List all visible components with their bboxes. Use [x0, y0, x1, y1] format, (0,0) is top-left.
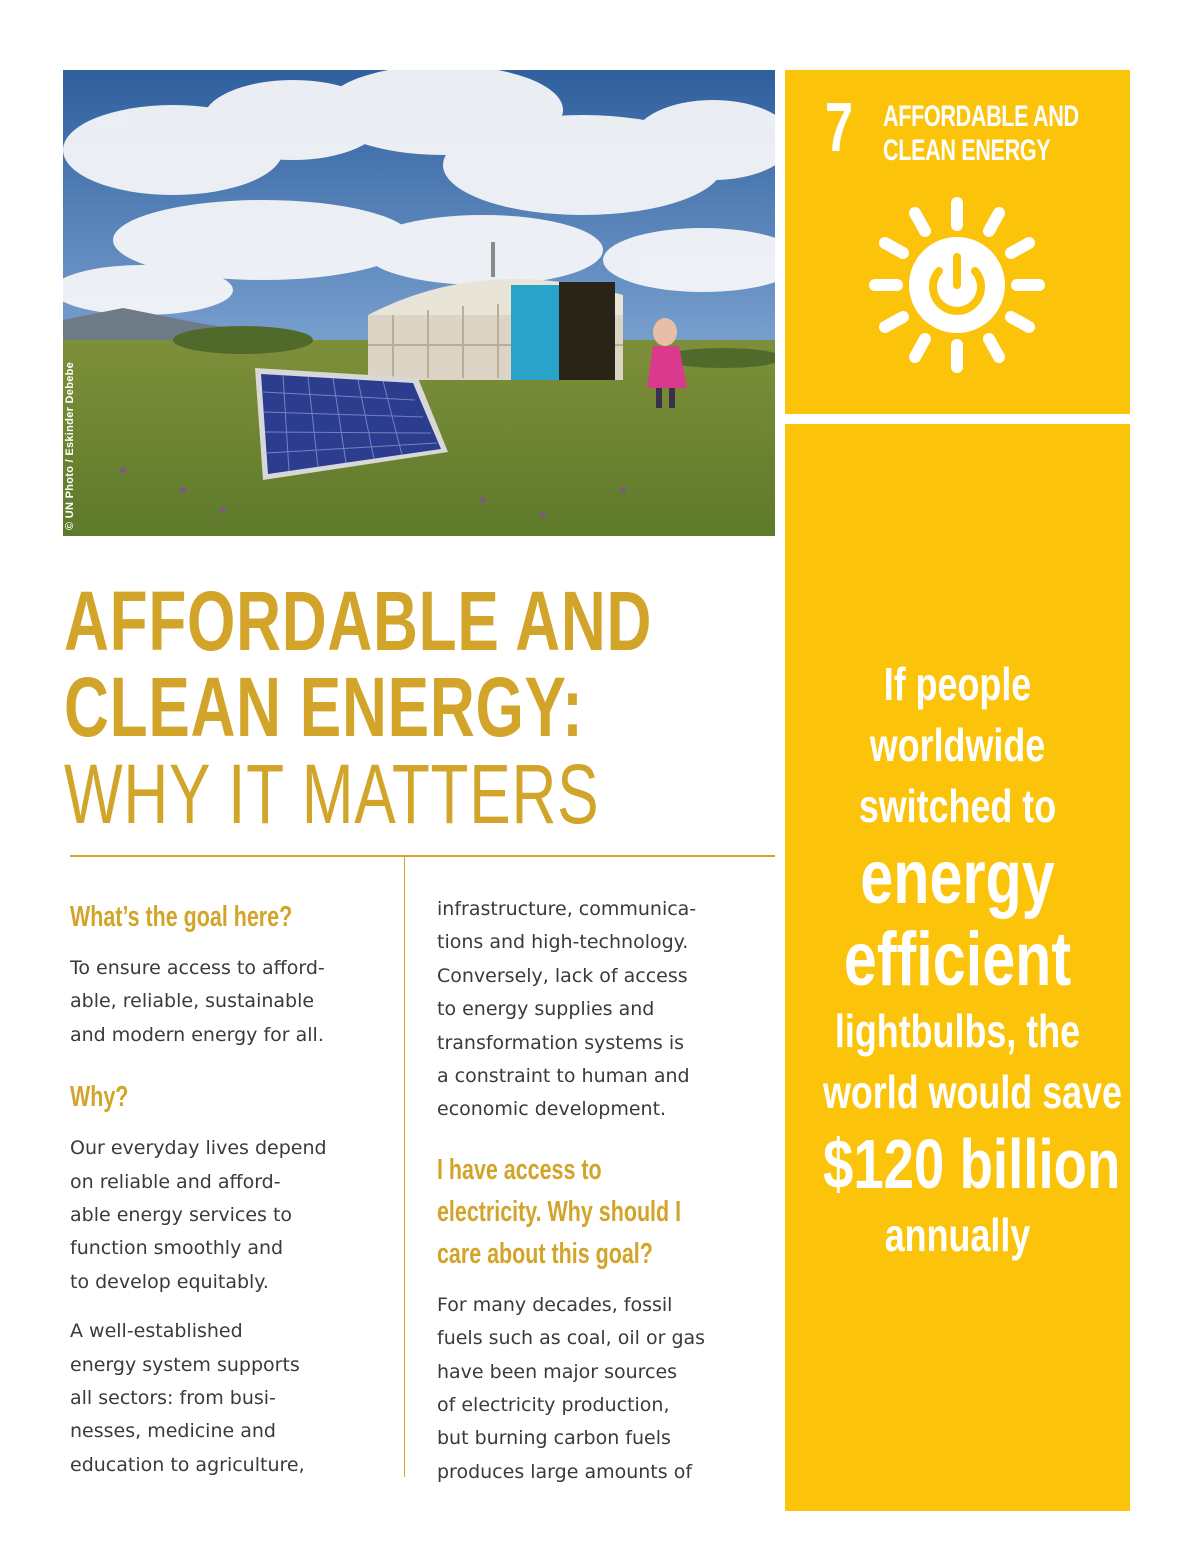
fact-line-2: worldwide [869, 719, 1046, 771]
title-line-2: CLEAN ENERGY: [64, 660, 584, 754]
why-heading: Why? [70, 1081, 129, 1114]
fact-line-6: lightbulbs, the [834, 1005, 1081, 1057]
fact-line-7: world would save [822, 1066, 1123, 1118]
fact-line-1: If people [883, 658, 1032, 710]
care-paragraph: For many decades, fossil fuels such as coal, oil or gas have been major sources of electricity production, but burning carbon fuels produces large amounts of [437, 1293, 706, 1483]
goal-number: 7 [825, 88, 854, 166]
badge-title [883, 100, 1079, 168]
page-title [64, 574, 653, 841]
right-column [437, 893, 757, 1489]
fact-box [785, 424, 1130, 1511]
badge-title-line-1: AFFORDABLE AND [883, 100, 1079, 133]
horizontal-divider [70, 855, 775, 857]
col2-paragraph-1: infrastructure, communica- tions and high-technology. Conversely, lack of access to energy supplies and transformation systems is a constraint to human and economic development. [437, 898, 697, 1121]
sun-power-icon [867, 195, 1047, 375]
yurt-solar-panel-illustration [63, 70, 775, 536]
badge-title-line-2: CLEAN ENERGY [883, 134, 1051, 167]
hero-photo [63, 70, 775, 536]
column-divider [404, 857, 405, 1477]
title-line-1: AFFORDABLE AND [64, 574, 653, 668]
fact-line-4: energy [860, 835, 1055, 920]
why-paragraph-1: Our everyday lives depend on reliable and afford- able energy services to function smoothly and to develop equitably. [70, 1137, 327, 1293]
fact-text [785, 654, 1130, 1266]
why-paragraph-2: A well-established energy system supports all sectors: from busi- nesses, medicine and education to agriculture, [70, 1320, 305, 1476]
title-line-3: WHY IT MATTERS [64, 747, 600, 841]
photo-credit: © UN Photo / Eskinder Debebe [64, 361, 76, 530]
care-heading: I have access to electricity. Why should I care about this goal? [437, 1153, 682, 1270]
goal-paragraph: To ensure access to afford- able, reliable, sustainable and modern energy for all. [70, 957, 325, 1046]
left-column [70, 896, 390, 1482]
fact-line-5: efficient [843, 917, 1072, 1002]
fact-line-8: $120 billion [822, 1125, 1121, 1203]
sdg7-badge [785, 70, 1130, 414]
goal-heading: What’s the goal here? [70, 901, 293, 933]
fact-line-9: annually [884, 1209, 1031, 1261]
fact-line-3: switched to [858, 780, 1057, 832]
